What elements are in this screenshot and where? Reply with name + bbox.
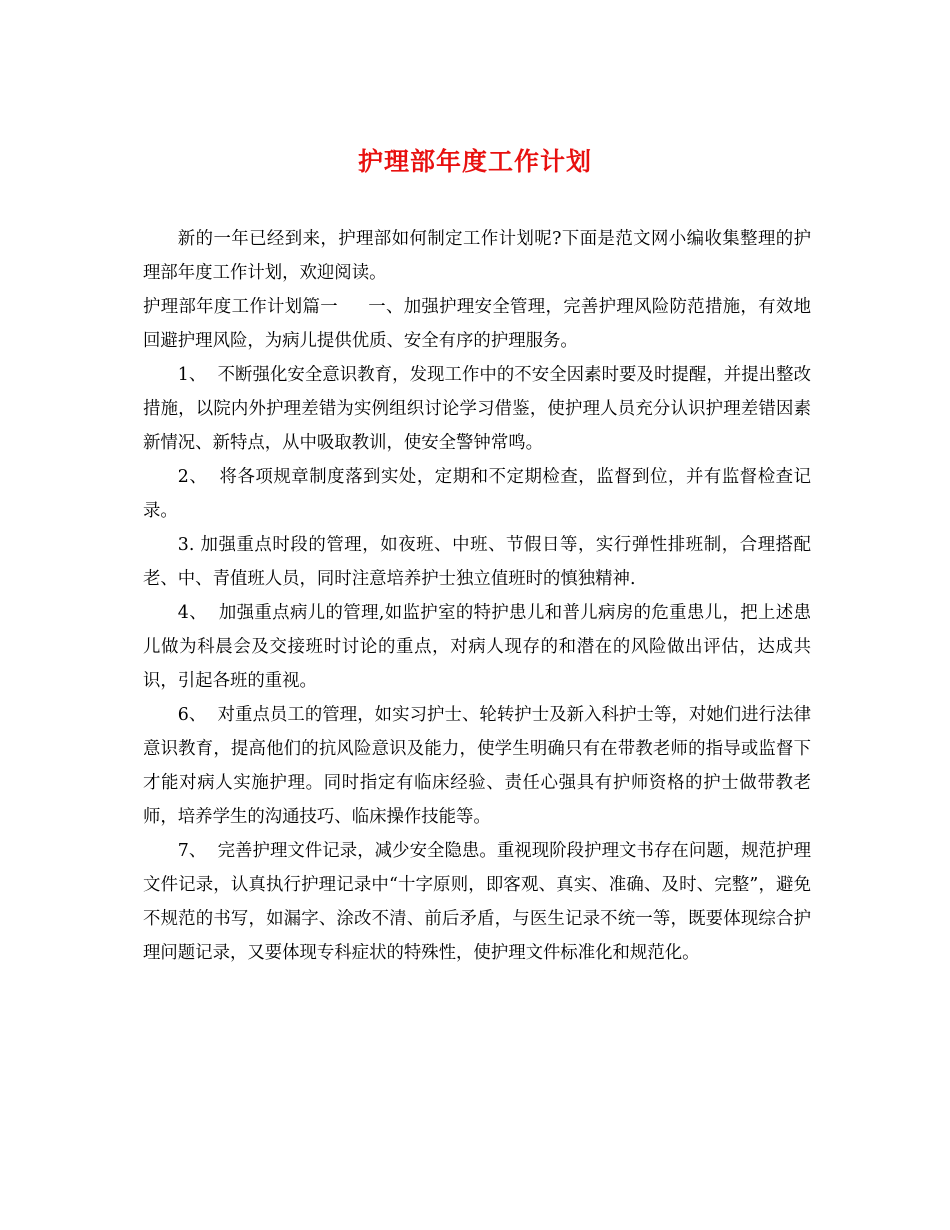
item-text: 对重点员工的管理，如实习护士、轮转护士及新入科护士等，对她们进行法律意识教育，提高他们的抗风险意识及能力，使学生明确只有在带教老师的指导或监督下才能对病人实施护理。同时指定有临床经验、责任心强具有护师资格的护士做带教老师，培养学生的沟通技巧、临床操作技能等。 [143,705,811,827]
list-item [143,528,811,596]
item-number: 7、 [177,841,207,861]
item-number: 3. [177,535,195,555]
list-item [143,834,811,970]
intro-paragraph: 新的一年已经到来，护理部如何制定工作计划呢?下面是范文网小编收集整理的护理部年度工作计划，欢迎阅读。 [143,229,811,283]
section-paragraph [143,290,811,358]
document-title: 护理部年度工作计划 [357,147,592,176]
item-text: 加强重点病儿的管理,如监护室的特护患儿和普儿病房的危重患儿，把上述患儿做为科晨会及交接班时讨论的重点，对病人现存的和潜在的风险做出评估，达成共识，引起各班的重视。 [143,603,811,691]
section-lead: 一、加强护理安全管理，完善护理风险防范措施，有效地回避护理风险，为病儿提供优质、安全有序的护理服务。 [143,297,811,351]
item-text: 将各项规章制度落到实处，定期和不定期检查，监督到位，并有监督检查记录。 [143,467,811,521]
list-item [143,460,811,528]
item-text: 加强重点时段的管理，如夜班、中班、节假日等，实行弹性排班制，合理搭配老、中、青值班人员，同时注意培养护士独立值班时的慎独精神. [143,535,811,589]
list-item [143,358,811,460]
item-number: 4、 [177,603,208,623]
list-item [143,596,811,698]
item-text: 不断强化安全意识教育，发现工作中的不安全因素时要及时提醒，并提出整改措施，以院内外护理差错为实例组织讨论学习借鉴，使护理人员充分认识护理差错因素新情况、新特点，从中吸取教训，使安全警钟常鸣。 [143,365,811,453]
item-text: 完善护理文件记录，减少安全隐患。重视现阶段护理文书存在问题，规范护理文件记录，认真执行护理记录中“十字原则，即客观、真实、准确、及时、完整”，避免不规范的书写，如漏字、涂改不清、前后矛盾，与医生记录不统一等，既要体现综合护理问题记录，又要体现专科症状的特殊性，使护理文件标准化和规范化。 [143,841,811,963]
document-body [143,222,811,970]
item-number: 6、 [177,705,207,725]
item-number: 2、 [177,467,208,487]
item-number: 1、 [177,365,207,385]
section-heading: 护理部年度工作计划篇一 [143,297,338,317]
list-item [143,698,811,834]
